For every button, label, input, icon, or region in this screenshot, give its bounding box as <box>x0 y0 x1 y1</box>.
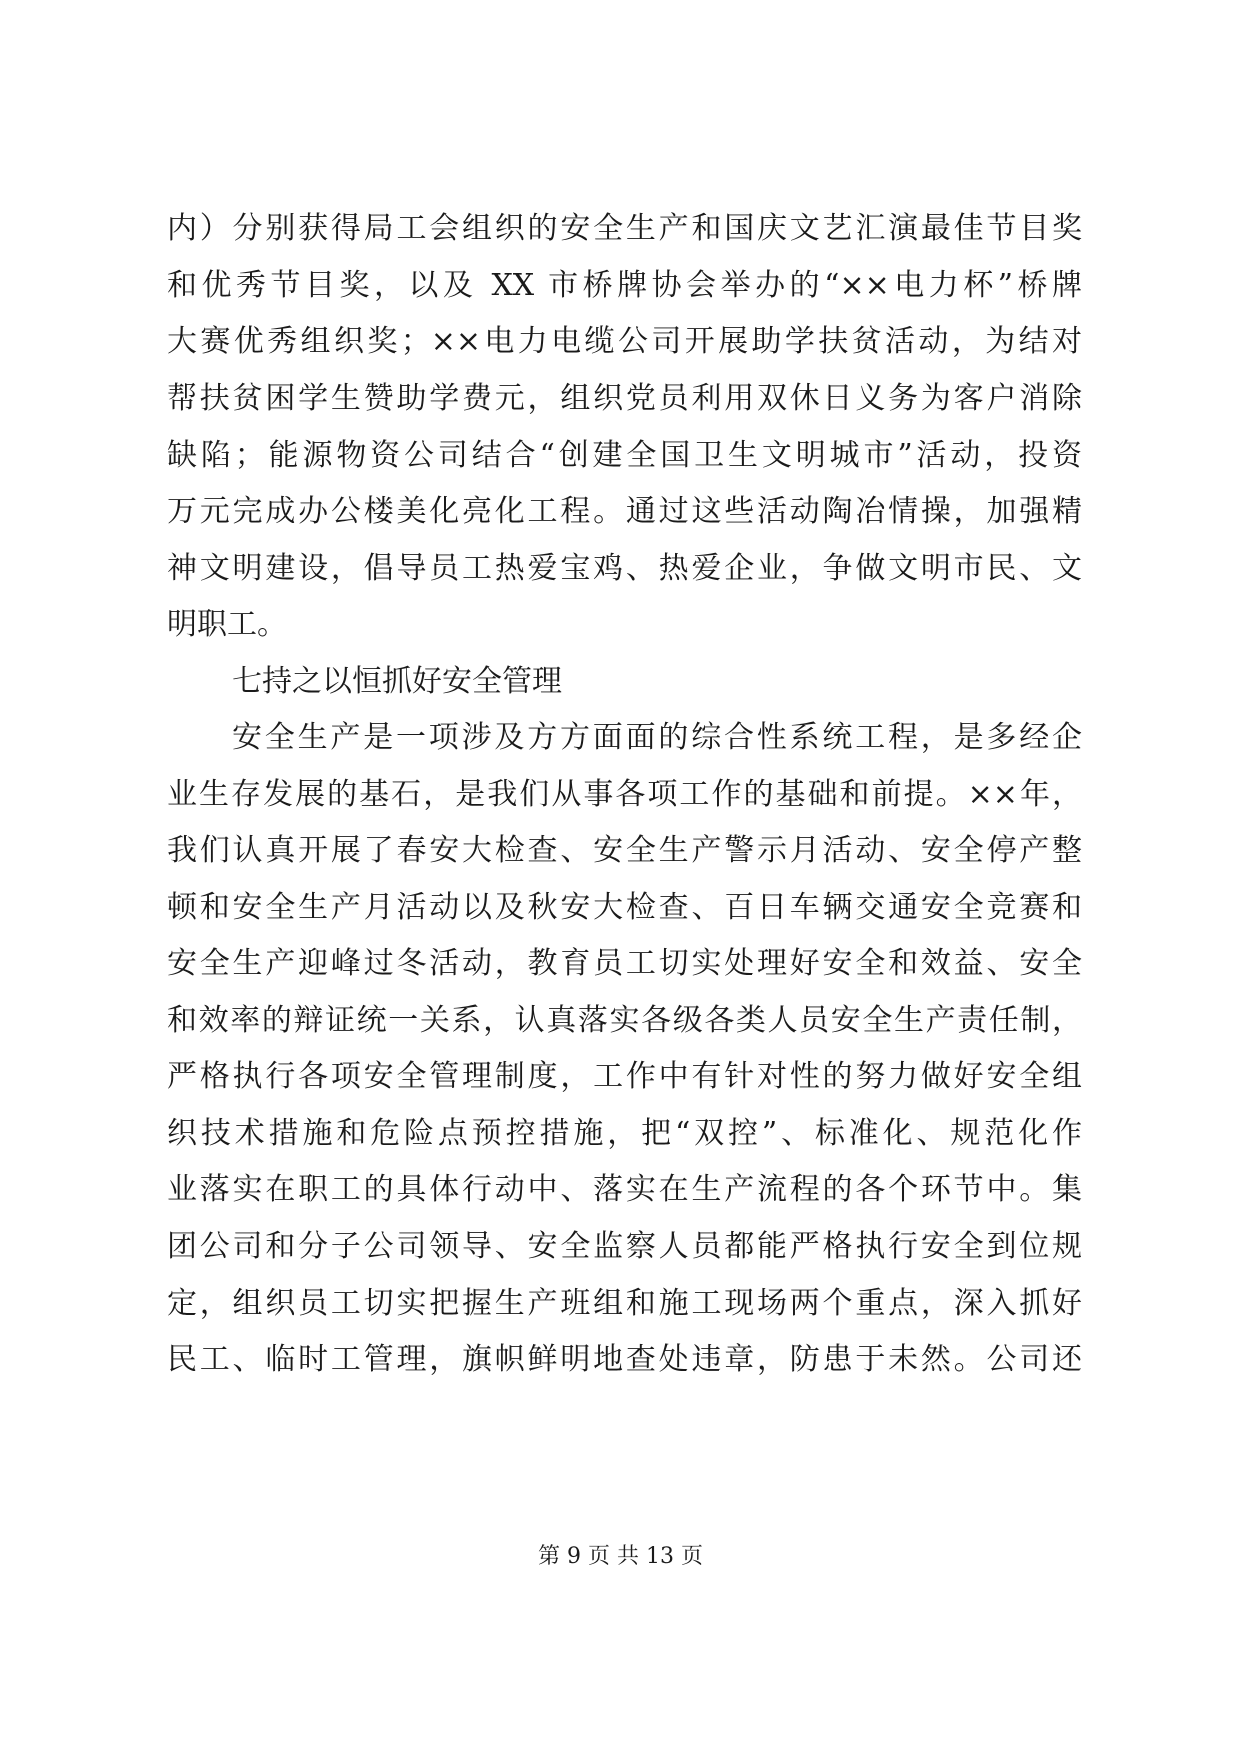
paragraph-line: 定，组织员工切实把握生产班组和施工现场两个重点，深入抓好 <box>167 1286 1082 1321</box>
paragraph-line: 大赛优秀组织奖；××电力电缆公司开展助学扶贫活动，为结对 <box>167 324 1082 359</box>
paragraph-line: 安全生产迎峰过冬活动，教育员工切实处理好安全和效益、安全 <box>167 946 1082 981</box>
paragraph-line: 严格执行各项安全管理制度，工作中有针对性的努力做好安全组 <box>167 1059 1082 1094</box>
paragraph-line: 和优秀节目奖，以及 XX 市桥牌协会举办的“××电力杯”桥牌 <box>167 268 1082 303</box>
paragraph-line: 团公司和分子公司领导、安全监察人员都能严格执行安全到位规 <box>167 1229 1082 1264</box>
paragraph-line: 帮扶贫困学生赞助学费元，组织党员利用双休日义务为客户消除 <box>167 381 1082 416</box>
paragraph-line: 我们认真开展了春安大检查、安全生产警示月活动、安全停产整 <box>167 833 1082 868</box>
paragraph-line: 和效率的辩证统一关系，认真落实各级各类人员安全生产责任制， <box>167 1003 1082 1038</box>
section-heading: 七持之以恒抓好安全管理 <box>232 664 562 699</box>
paragraph-line: 明职工。 <box>167 607 287 642</box>
paragraph-line: 顿和安全生产月活动以及秋安大检查、百日车辆交通安全竞赛和 <box>167 890 1082 925</box>
paragraph-line: 内）分别获得局工会组织的安全生产和国庆文艺汇演最佳节目奖 <box>167 211 1082 246</box>
paragraph-line: 万元完成办公楼美化亮化工程。通过这些活动陶冶情操，加强精 <box>167 494 1082 529</box>
paragraph-line: 民工、临时工管理，旗帜鲜明地查处违章，防患于未然。公司还 <box>167 1342 1082 1377</box>
paragraph-line: 业落实在职工的具体行动中、落实在生产流程的各个环节中。集 <box>167 1172 1082 1207</box>
paragraph-line: 业生存发展的基石，是我们从事各项工作的基础和前提。××年， <box>167 777 1082 812</box>
paragraph-line: 安全生产是一项涉及方方面面的综合性系统工程，是多经企 <box>232 720 1082 755</box>
page-footer: 第 9 页 共 13 页 <box>538 1544 703 1569</box>
paragraph-line: 神文明建设，倡导员工热爱宝鸡、热爱企业，争做文明市民、文 <box>167 551 1082 586</box>
paragraph-line: 织技术措施和危险点预控措施，把“双控”、标准化、规范化作 <box>167 1116 1082 1151</box>
paragraph-line: 缺陷；能源物资公司结合“创建全国卫生文明城市”活动，投资 <box>167 438 1082 473</box>
